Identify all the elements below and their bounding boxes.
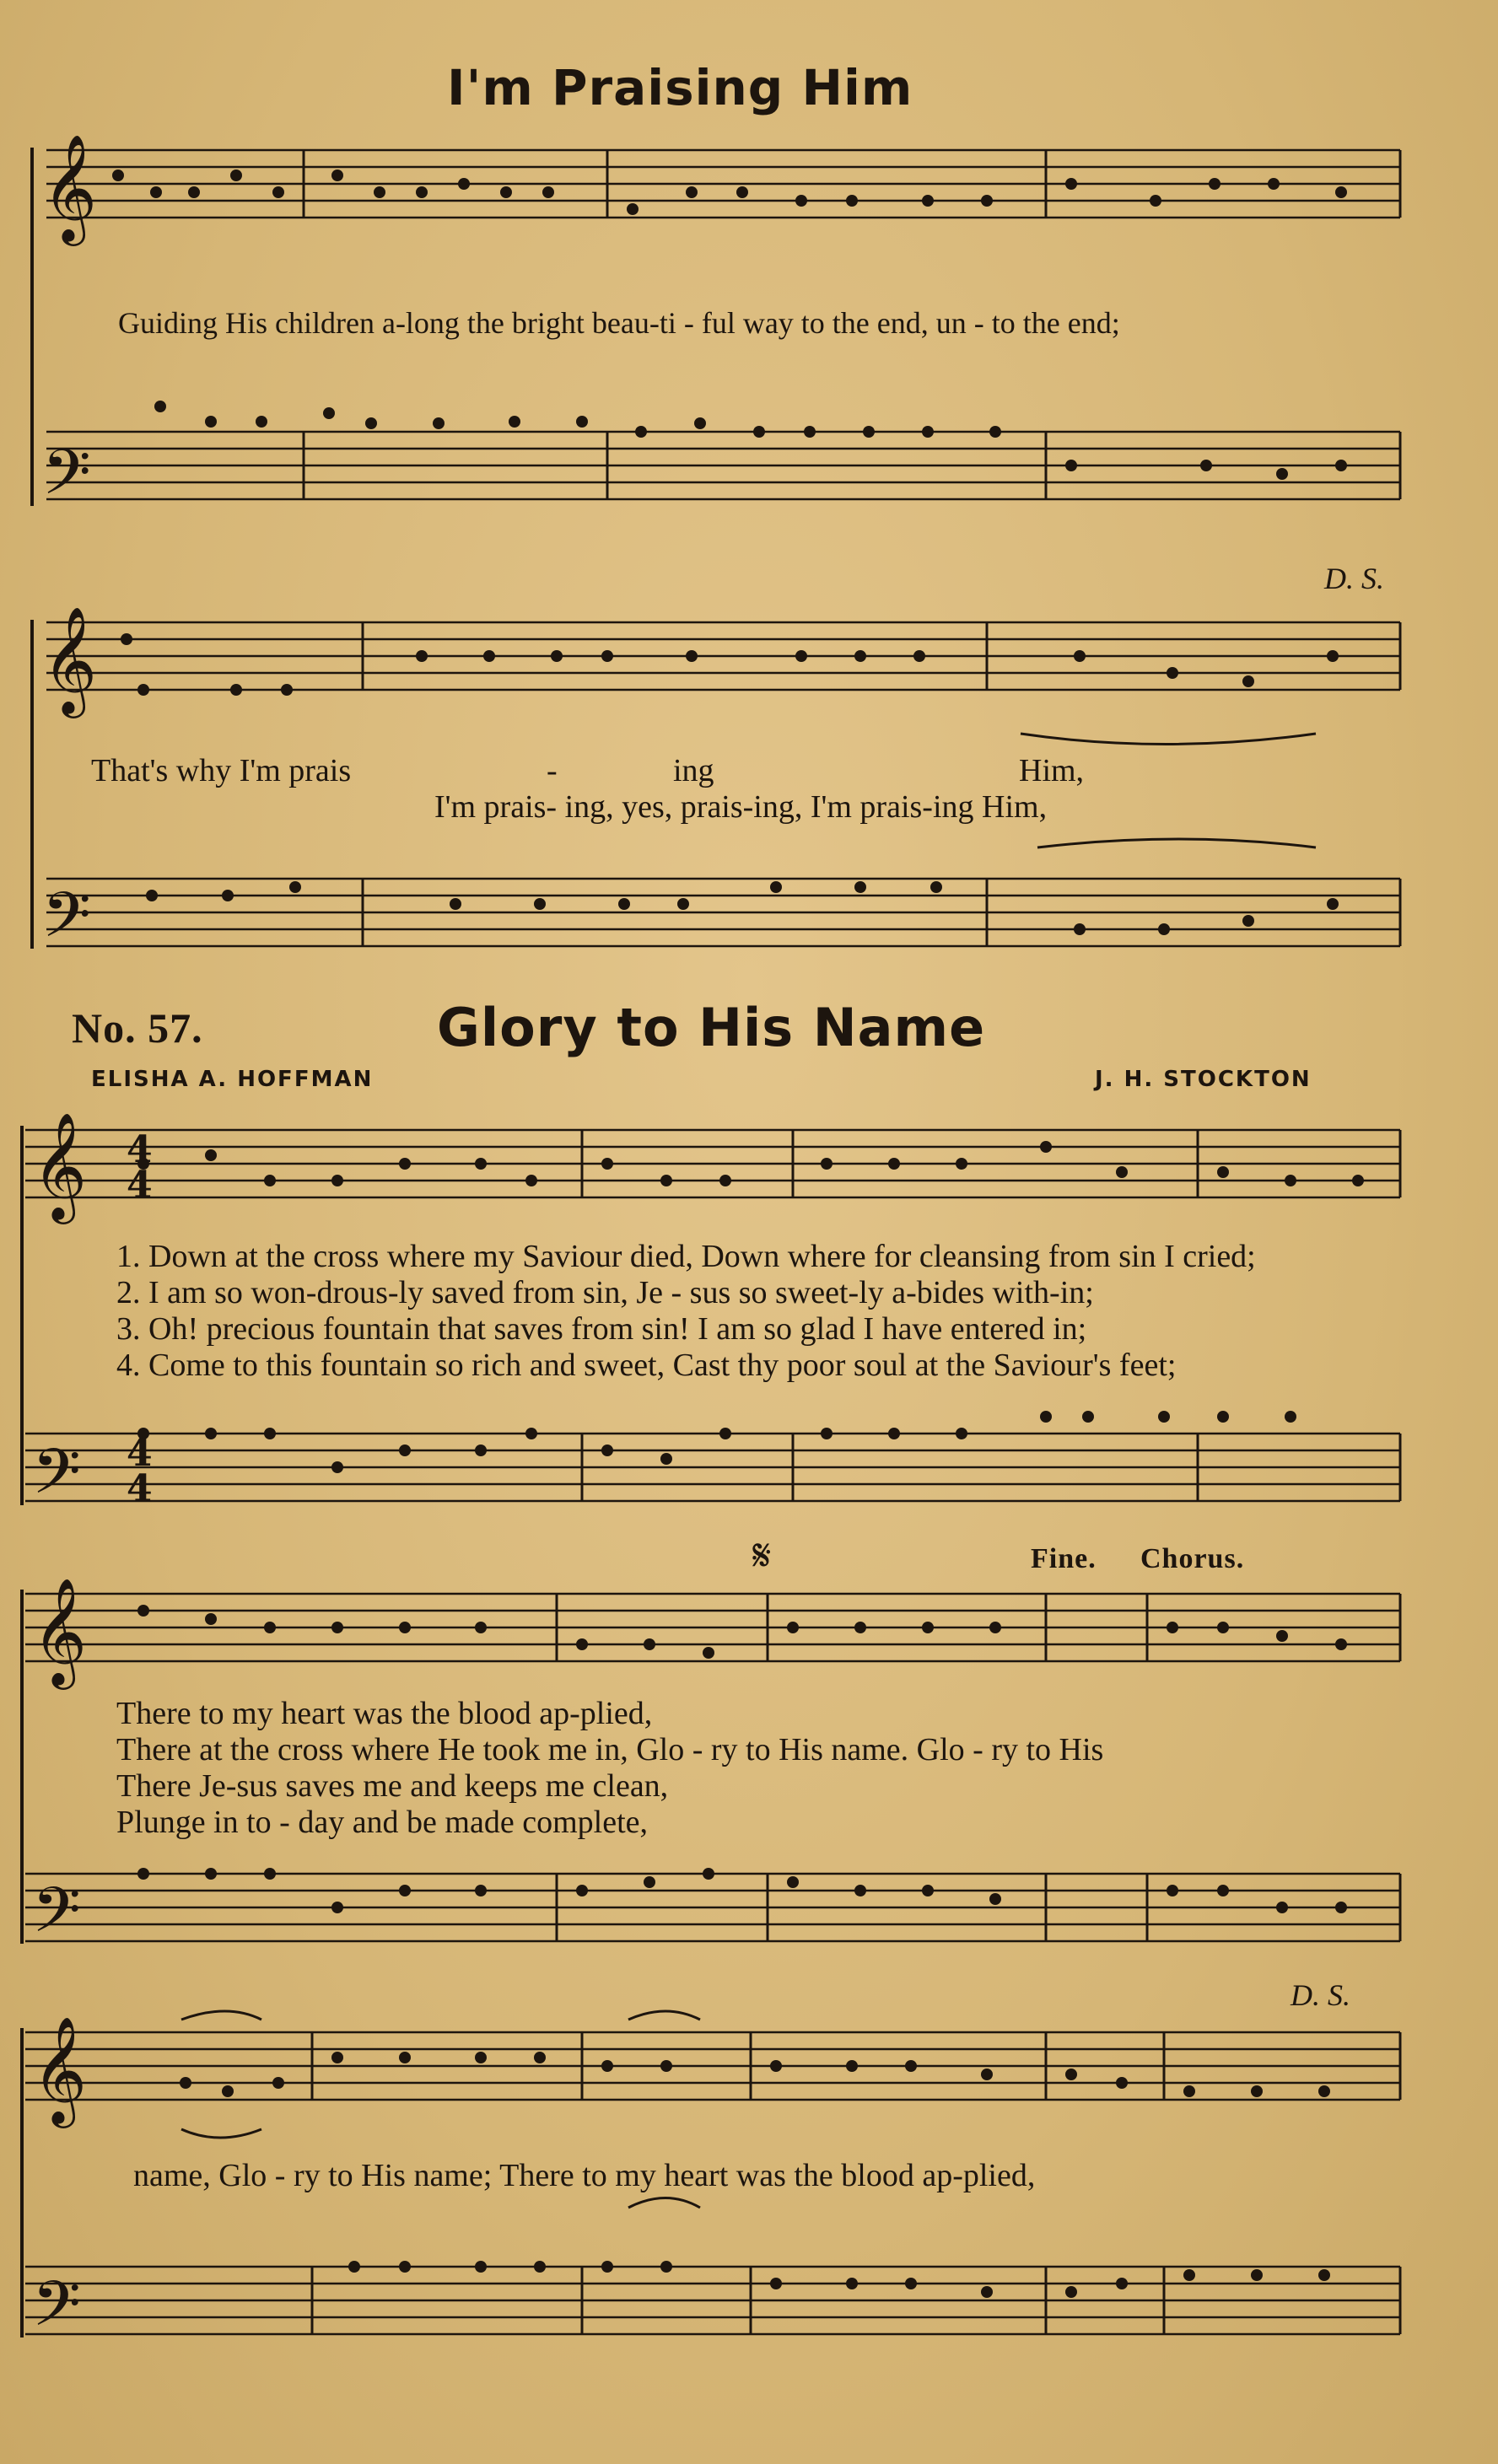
hymn1-title: I'm Praising Him — [447, 59, 913, 116]
svg-text:4: 4 — [127, 1128, 153, 1171]
hymn1-lyric-line2-dash: - — [547, 753, 558, 788]
svg-text:𝄢: 𝄢 — [42, 436, 91, 525]
system-brackets — [22, 148, 32, 2338]
svg-text:𝄞: 𝄞 — [32, 2015, 88, 2123]
svg-text:𝄞: 𝄞 — [32, 1111, 88, 1219]
svg-text:𝄢: 𝄢 — [32, 1874, 81, 1962]
hymn2-author: ELISHA A. HOFFMAN — [91, 1067, 374, 1092]
svg-text:𝄞: 𝄞 — [32, 1577, 88, 1685]
hymn2-number: No. 57. — [72, 1004, 203, 1052]
hymn2-composer: J. H. STOCKTON — [1095, 1067, 1312, 1092]
hymn2-ds-mark: D. S. — [1291, 1978, 1350, 2012]
hymn1-lyric-line2-him: Him, — [1019, 753, 1085, 788]
hymn2-verse4: 4. Come to this fountain so rich and sweet, Cast thy poor soul at the Saviour's feet; — [116, 1348, 1177, 1383]
svg-text:𝄞: 𝄞 — [42, 133, 98, 241]
noteheads — [112, 169, 1364, 2298]
tie-curves — [181, 734, 1316, 2208]
svg-text:4: 4 — [127, 1467, 153, 1510]
hymn2-refrain2: There at the cross where He took me in, Glo - ry to His name. Glo - ry to His — [116, 1732, 1104, 1767]
svg-text:𝄢: 𝄢 — [32, 1435, 81, 1524]
fine-mark: Fine. — [1031, 1543, 1097, 1574]
hymn2-final-lyric: name, Glo - ry to His name; There to my heart was the blood ap-plied, — [133, 2158, 1036, 2193]
hymn1-lyric-line1: Guiding His children a-long the bright beau-ti - ful way to the end, un - to the end; — [118, 306, 1120, 340]
svg-text:𝄢: 𝄢 — [42, 879, 91, 967]
hymn1-ds-mark: D. S. — [1324, 562, 1384, 595]
svg-text:𝄢: 𝄢 — [32, 2268, 81, 2356]
chorus-mark: Chorus. — [1140, 1543, 1245, 1574]
hymn2-verse2: 2. I am so won-drous-ly saved from sin, Je - sus so sweet-ly a-bides with-in; — [116, 1275, 1094, 1310]
hymn2-title: Glory to His Name — [437, 997, 986, 1058]
hymn2-refrain3: There Je-sus saves me and keeps me clean, — [116, 1768, 669, 1804]
hymn1-lyric-line2: That's why I'm prais — [91, 753, 352, 788]
hymn2-refrain1: There to my heart was the blood ap-plied, — [116, 1696, 653, 1731]
hymn2-refrain4: Plunge in to - day and be made complete, — [116, 1805, 648, 1840]
svg-text:4: 4 — [127, 1432, 153, 1475]
hymn2-verse1: 1. Down at the cross where my Saviour died, Down where for cleansing from sin I cried; — [116, 1239, 1256, 1274]
svg-text:𝄞: 𝄞 — [42, 605, 98, 713]
hymn1-lyric-line2-ing: ing — [673, 753, 714, 788]
hymn2-verse3: 3. Oh! precious fountain that saves from sin! I am so glad I have entered in; — [116, 1311, 1087, 1347]
segno-sign: 𝄋 — [752, 1531, 772, 1581]
hymn1-lyric-line3: I'm prais- ing, yes, prais-ing, I'm prais-ing Him, — [434, 789, 1048, 825]
svg-text:4: 4 — [127, 1164, 153, 1207]
